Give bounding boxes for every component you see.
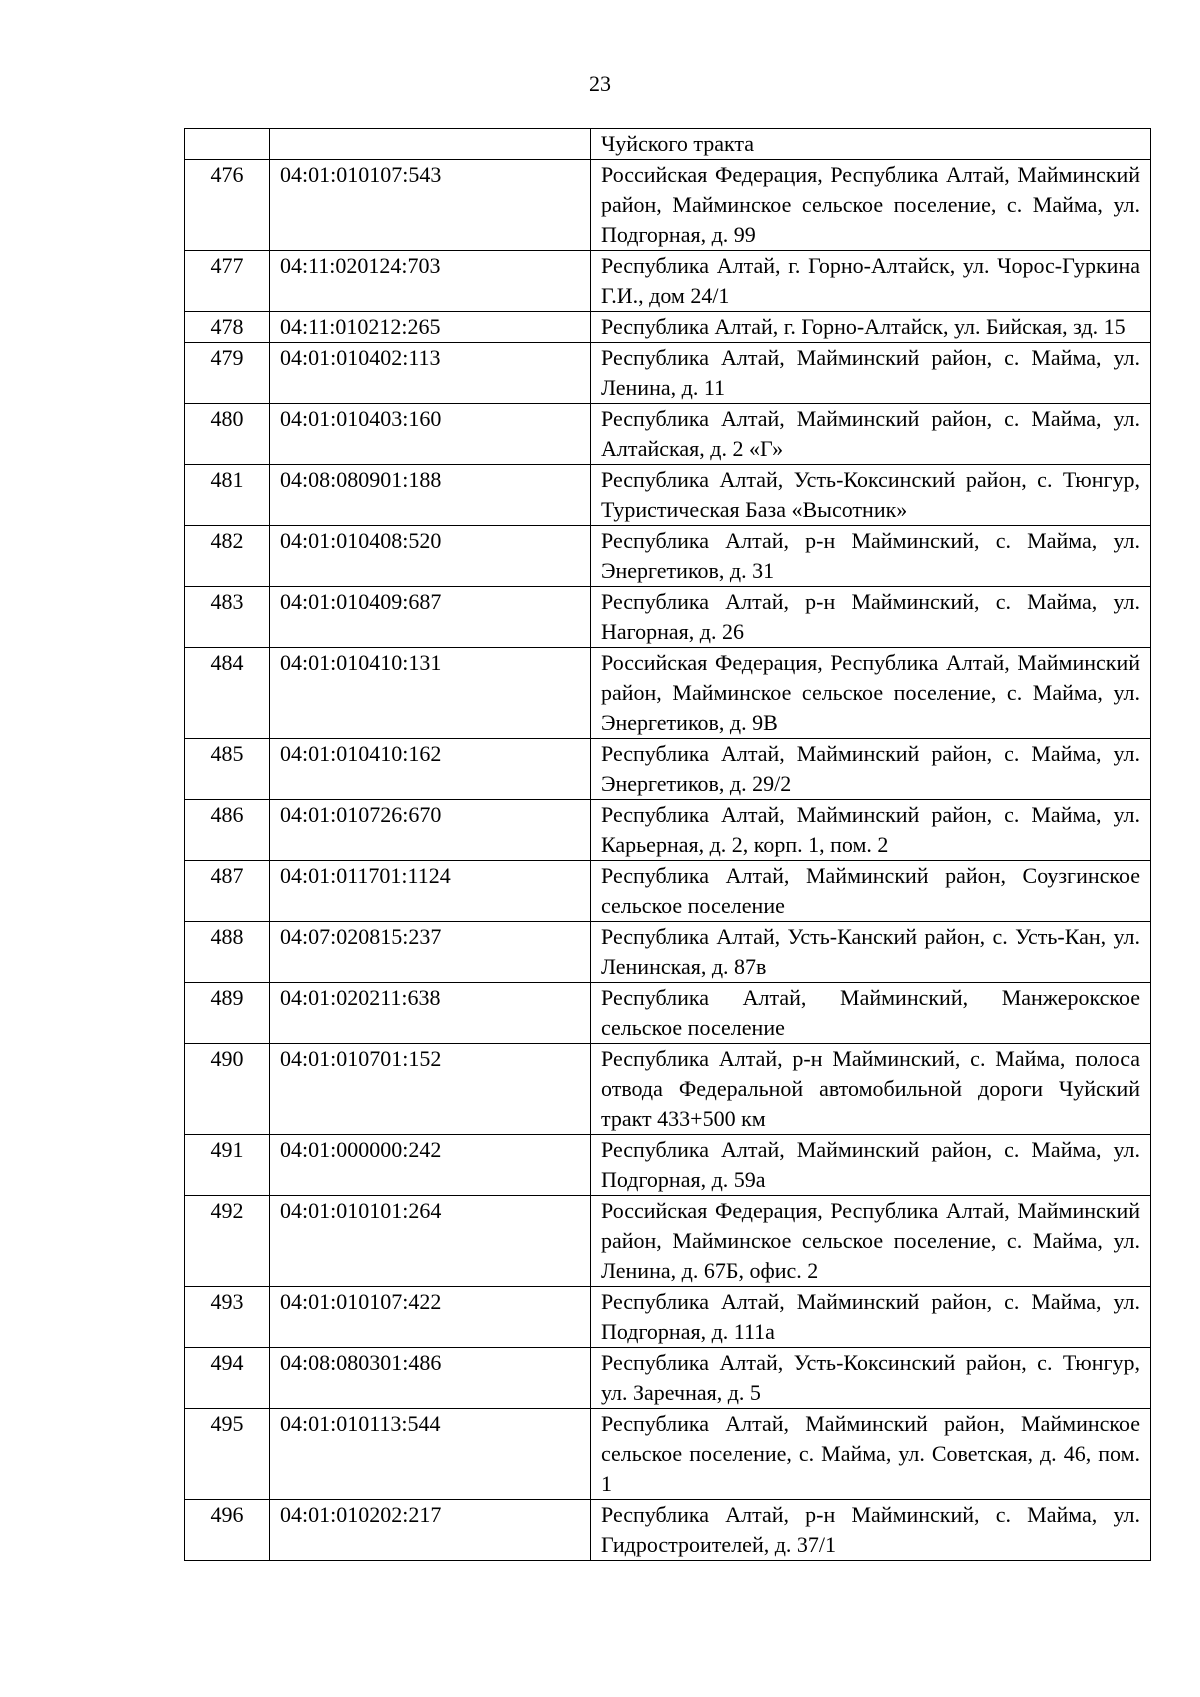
address: Российская Федерация, Республика Алтай, Майминский район, Майминское сельское поселение, с. Майма, ул. Энергетиков, д. 9В (591, 648, 1151, 739)
table-row (185, 251, 1151, 312)
table-row (185, 343, 1151, 404)
cadastral-number: 04:08:080901:188 (270, 465, 591, 526)
table-row (185, 1044, 1151, 1135)
table-row (185, 800, 1151, 861)
address: Республика Алтай, Усть-Коксинский район, с. Тюнгур, Туристическая База «Высотник» (591, 465, 1151, 526)
table-body (185, 129, 1151, 1561)
cadastral-number: 04:07:020815:237 (270, 922, 591, 983)
row-number: 479 (185, 343, 270, 404)
address: Республика Алтай, г. Горно-Алтайск, ул. Чорос-Гуркина Г.И., дом 24/1 (591, 251, 1151, 312)
row-number: 476 (185, 160, 270, 251)
cadastral-number: 04:01:010726:670 (270, 800, 591, 861)
cadastral-number: 04:01:010113:544 (270, 1409, 591, 1500)
cadastral-number: 04:08:080301:486 (270, 1348, 591, 1409)
address: Республика Алтай, Майминский район, с. Майма, ул. Ленина, д. 11 (591, 343, 1151, 404)
row-number: 477 (185, 251, 270, 312)
address: Республика Алтай, г. Горно-Алтайск, ул. Бийская, зд. 15 (591, 312, 1151, 343)
table-row (185, 160, 1151, 251)
row-number: 488 (185, 922, 270, 983)
row-number: 489 (185, 983, 270, 1044)
row-number: 491 (185, 1135, 270, 1196)
address: Российская Федерация, Республика Алтай, Майминский район, Майминское сельское поселение, с. Майма, ул. Подгорная, д. 99 (591, 160, 1151, 251)
table-row (185, 1196, 1151, 1287)
address: Республика Алтай, р-н Майминский, с. Майма, ул. Гидростроителей, д. 37/1 (591, 1500, 1151, 1561)
table-row (185, 1348, 1151, 1409)
address: Республика Алтай, Майминский район, с. Майма, ул. Энергетиков, д. 29/2 (591, 739, 1151, 800)
table-row (185, 861, 1151, 922)
address: Республика Алтай, Майминский район, с. Майма, ул. Алтайская, д. 2 «Г» (591, 404, 1151, 465)
cadastral-number: 04:01:010408:520 (270, 526, 591, 587)
table-row (185, 465, 1151, 526)
row-number: 485 (185, 739, 270, 800)
table-row (185, 922, 1151, 983)
row-number: 482 (185, 526, 270, 587)
table-row (185, 587, 1151, 648)
row-number: 480 (185, 404, 270, 465)
address: Республика Алтай, р-н Майминский, с. Майма, ул. Нагорная, д. 26 (591, 587, 1151, 648)
table-row (185, 648, 1151, 739)
row-number: 487 (185, 861, 270, 922)
cadastral-number: 04:11:020124:703 (270, 251, 591, 312)
row-number: 484 (185, 648, 270, 739)
row-number: 481 (185, 465, 270, 526)
row-number: 492 (185, 1196, 270, 1287)
row-number: 478 (185, 312, 270, 343)
table-row (185, 526, 1151, 587)
table-row (185, 739, 1151, 800)
address: Республика Алтай, Майминский район, с. Майма, ул. Карьерная, д. 2, корп. 1, пом. 2 (591, 800, 1151, 861)
cadastral-number: 04:01:010701:152 (270, 1044, 591, 1135)
address: Республика Алтай, Майминский район, с. Майма, ул. Подгорная, д. 111а (591, 1287, 1151, 1348)
address: Российская Федерация, Республика Алтай, Майминский район, Майминское сельское поселение, с. Майма, ул. Ленина, д. 67Б, офис. 2 (591, 1196, 1151, 1287)
row-number: 490 (185, 1044, 270, 1135)
cadastral-number: 04:01:011701:1124 (270, 861, 591, 922)
address: Республика Алтай, р-н Майминский, с. Майма, ул. Энергетиков, д. 31 (591, 526, 1151, 587)
row-number: 483 (185, 587, 270, 648)
address: Республика Алтай, Усть-Коксинский район, с. Тюнгур, ул. Заречная, д. 5 (591, 1348, 1151, 1409)
cadastral-number: 04:01:010107:543 (270, 160, 591, 251)
cadastral-number: 04:01:000000:242 (270, 1135, 591, 1196)
address: Чуйского тракта (591, 129, 1151, 160)
cadastral-number: 04:01:020211:638 (270, 983, 591, 1044)
table-row (185, 1409, 1151, 1500)
cadastral-number: 04:01:010410:162 (270, 739, 591, 800)
row-number: 493 (185, 1287, 270, 1348)
address: Республика Алтай, р-н Майминский, с. Майма, полоса отвода Федеральной автомобильной дороги Чуйский тракт 433+500 км (591, 1044, 1151, 1135)
table-row (185, 1135, 1151, 1196)
address: Республика Алтай, Майминский район, Соузгинское сельское поселение (591, 861, 1151, 922)
table-row (185, 983, 1151, 1044)
table-row (185, 1287, 1151, 1348)
cadastral-number: 04:11:010212:265 (270, 312, 591, 343)
row-number: 496 (185, 1500, 270, 1561)
cadastral-number: 04:01:010402:113 (270, 343, 591, 404)
property-registry-table (184, 128, 1151, 1561)
table-row (185, 1500, 1151, 1561)
table-row (185, 129, 1151, 160)
cadastral-number (270, 129, 591, 160)
row-number: 486 (185, 800, 270, 861)
cadastral-number: 04:01:010101:264 (270, 1196, 591, 1287)
row-number (185, 129, 270, 160)
cadastral-number: 04:01:010403:160 (270, 404, 591, 465)
table-row (185, 312, 1151, 343)
address: Республика Алтай, Майминский, Манжерокское сельское поселение (591, 983, 1151, 1044)
cadastral-number: 04:01:010409:687 (270, 587, 591, 648)
cadastral-number: 04:01:010107:422 (270, 1287, 591, 1348)
address: Республика Алтай, Усть-Канский район, с. Усть-Кан, ул. Ленинская, д. 87в (591, 922, 1151, 983)
page-number: 23 (589, 71, 611, 96)
row-number: 495 (185, 1409, 270, 1500)
row-number: 494 (185, 1348, 270, 1409)
address: Республика Алтай, Майминский район, с. Майма, ул. Подгорная, д. 59а (591, 1135, 1151, 1196)
address: Республика Алтай, Майминский район, Майминское сельское поселение, с. Майма, ул. Советская, д. 46, пом. 1 (591, 1409, 1151, 1500)
cadastral-number: 04:01:010202:217 (270, 1500, 591, 1561)
cadastral-number: 04:01:010410:131 (270, 648, 591, 739)
table-row (185, 404, 1151, 465)
